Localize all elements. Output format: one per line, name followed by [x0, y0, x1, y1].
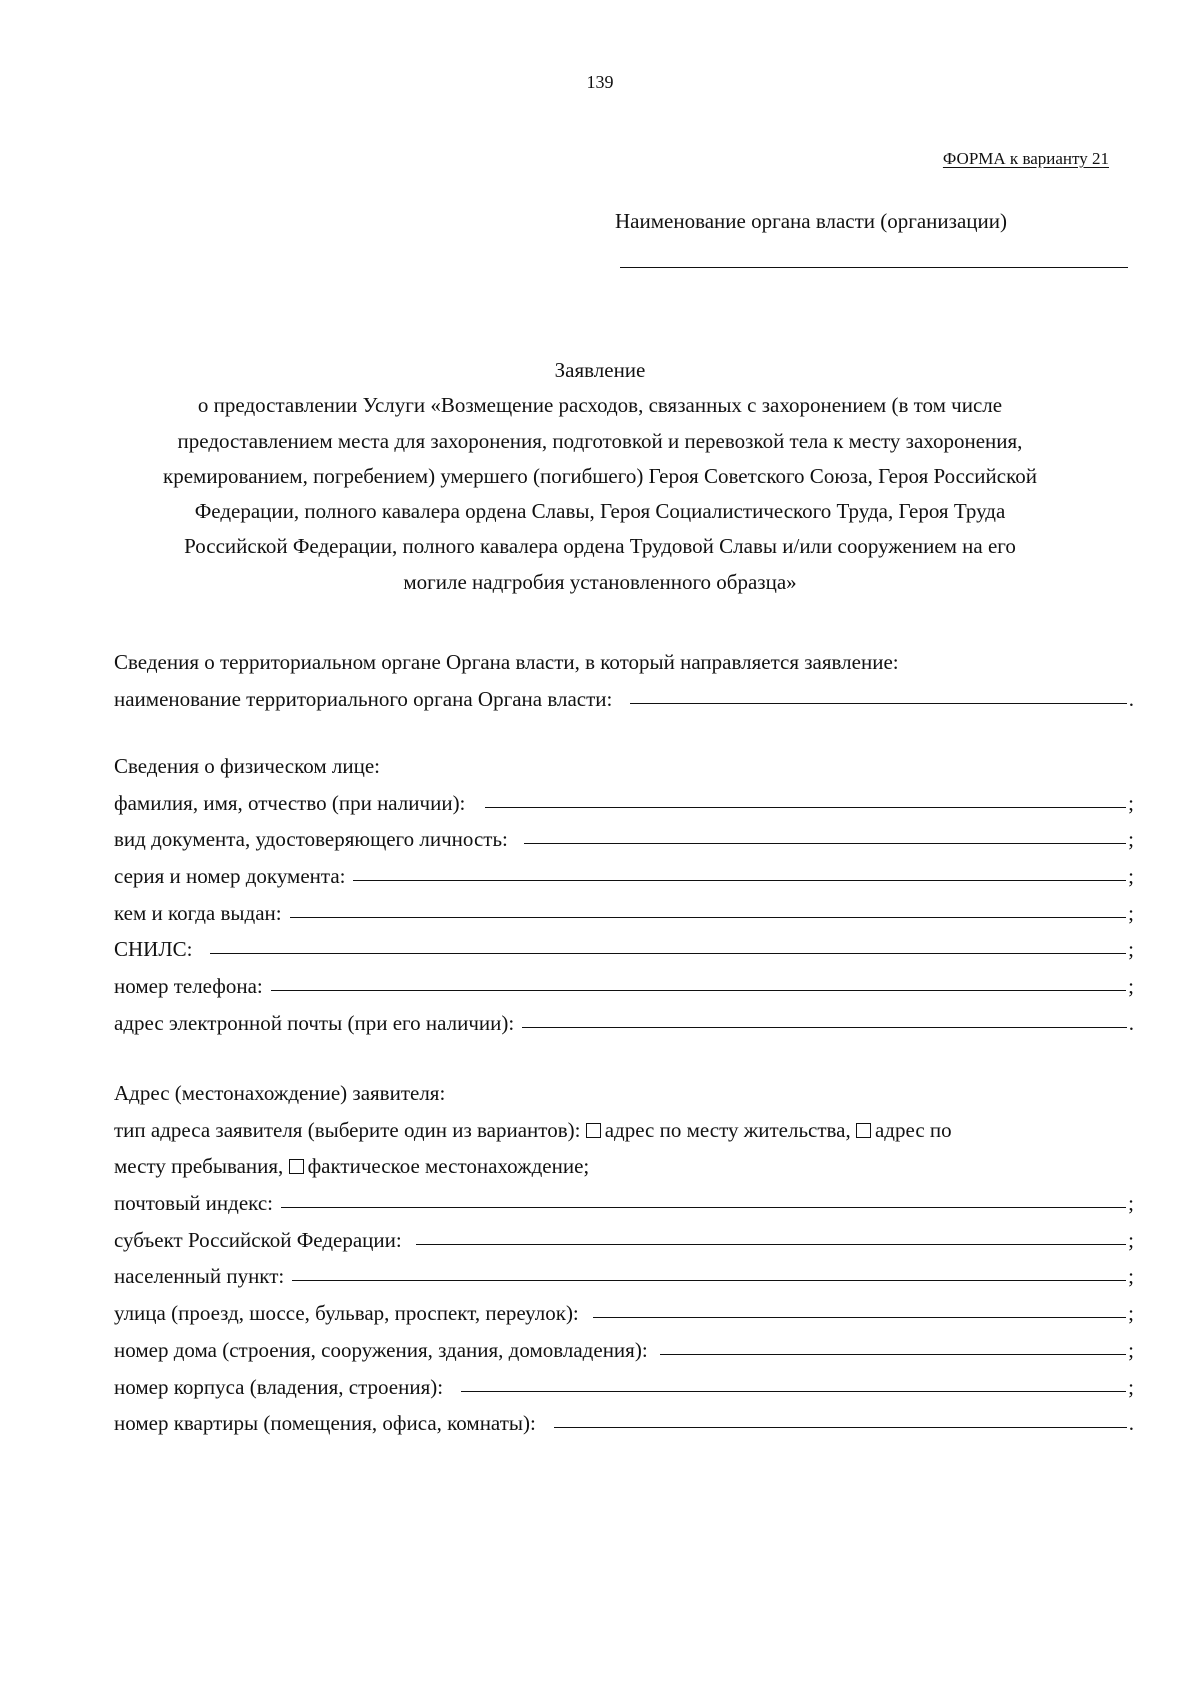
page-number: 139 [586, 72, 614, 92]
section-heading: Сведения о территориальном органе Органа власти, в который направляется заявление: [114, 650, 899, 674]
authority-input-line[interactable] [620, 267, 1128, 268]
locality-input[interactable] [292, 1258, 1126, 1281]
full-name-input[interactable] [485, 785, 1126, 808]
phone-input[interactable] [271, 968, 1126, 991]
checkbox-residence[interactable] [586, 1123, 601, 1138]
field-row: номер дома (строения, сооружения, здания, домовладения): ; [114, 1332, 1134, 1369]
authority-label: Наименование органа власти (организации) [615, 209, 1007, 233]
title-line: Федерации, полного кавалера ордена Славы, Героя Социалистического Труда, Героя Труда [194, 499, 1006, 524]
field-row: вид документа, удостоверяющего личность: ; [114, 821, 1134, 858]
section-heading: Адрес (местонахождение) заявителя: [114, 1081, 446, 1105]
postal-code-input[interactable] [281, 1185, 1126, 1208]
title-line: предоставлением места для захоронения, подготовкой и перевозкой тела к месту захоронения, [177, 428, 1023, 453]
title-line: о предоставлении Услуги «Возмещение расходов, связанных с захоронением (в том числе [197, 393, 1003, 418]
field-row: населенный пункт: ; [114, 1258, 1134, 1295]
field-row: адрес электронной почты (при его наличии): . [114, 1005, 1134, 1042]
field-label: наименование территориального органа Органа власти: [114, 686, 613, 711]
field-row: номер корпуса (владения, строения): ; [114, 1369, 1134, 1406]
field-row: кем и когда выдан: ; [114, 895, 1134, 932]
field-row: СНИЛС: ; [114, 931, 1134, 968]
field-row: номер квартиры (помещения, офиса, комнаты): . [114, 1405, 1134, 1442]
field-row: серия и номер документа: ; [114, 858, 1134, 895]
checkbox-stay[interactable] [856, 1123, 871, 1138]
address-type-row: тип адреса заявителя (выберите один из вариантов): адрес по месту жительства, адрес по [114, 1117, 952, 1142]
field-row: номер телефона: ; [114, 968, 1134, 1005]
document-number-input[interactable] [353, 858, 1126, 881]
id-document-type-input[interactable] [524, 821, 1126, 844]
address-type-row-continued: месту пребывания, фактическое местонахождение; [114, 1154, 590, 1179]
field-row: улица (проезд, шоссе, бульвар, проспект, переулок): ; [114, 1295, 1134, 1332]
title-line: могиле надгробия установленного образца» [403, 569, 797, 594]
issued-by-input[interactable] [290, 895, 1127, 918]
field-row: субъект Российской Федерации: ; [114, 1222, 1134, 1259]
region-input[interactable] [416, 1222, 1126, 1245]
street-input[interactable] [593, 1295, 1126, 1318]
territorial-section [114, 644, 1134, 717]
section-heading: Сведения о физическом лице: [114, 754, 380, 778]
field-row: наименование территориального органа Органа власти: . [114, 681, 1134, 718]
field-row: почтовый индекс: ; [114, 1185, 1134, 1222]
title-line: Российской Федерации, полного кавалера ордена Трудовой Славы и/или сооружением на его [184, 534, 1016, 559]
address-section [114, 1075, 1134, 1442]
building-number-input[interactable] [461, 1369, 1126, 1392]
territorial-body-input[interactable] [630, 681, 1126, 704]
document-title [80, 353, 1120, 600]
field-row: фамилия, имя, отчество (при наличии): ; [114, 785, 1134, 822]
apartment-number-input[interactable] [554, 1405, 1127, 1428]
title-heading: Заявление [554, 358, 646, 382]
person-section [114, 748, 1134, 1042]
house-number-input[interactable] [660, 1332, 1127, 1355]
snils-input[interactable] [210, 931, 1126, 954]
form-reference: ФОРМА к варианту 21 [942, 149, 1109, 168]
title-line: кремированием, погребением) умершего (погибшего) Героя Советского Союза, Героя Российской [163, 463, 1037, 488]
email-input[interactable] [522, 1005, 1127, 1028]
checkbox-actual-location[interactable] [289, 1159, 304, 1174]
